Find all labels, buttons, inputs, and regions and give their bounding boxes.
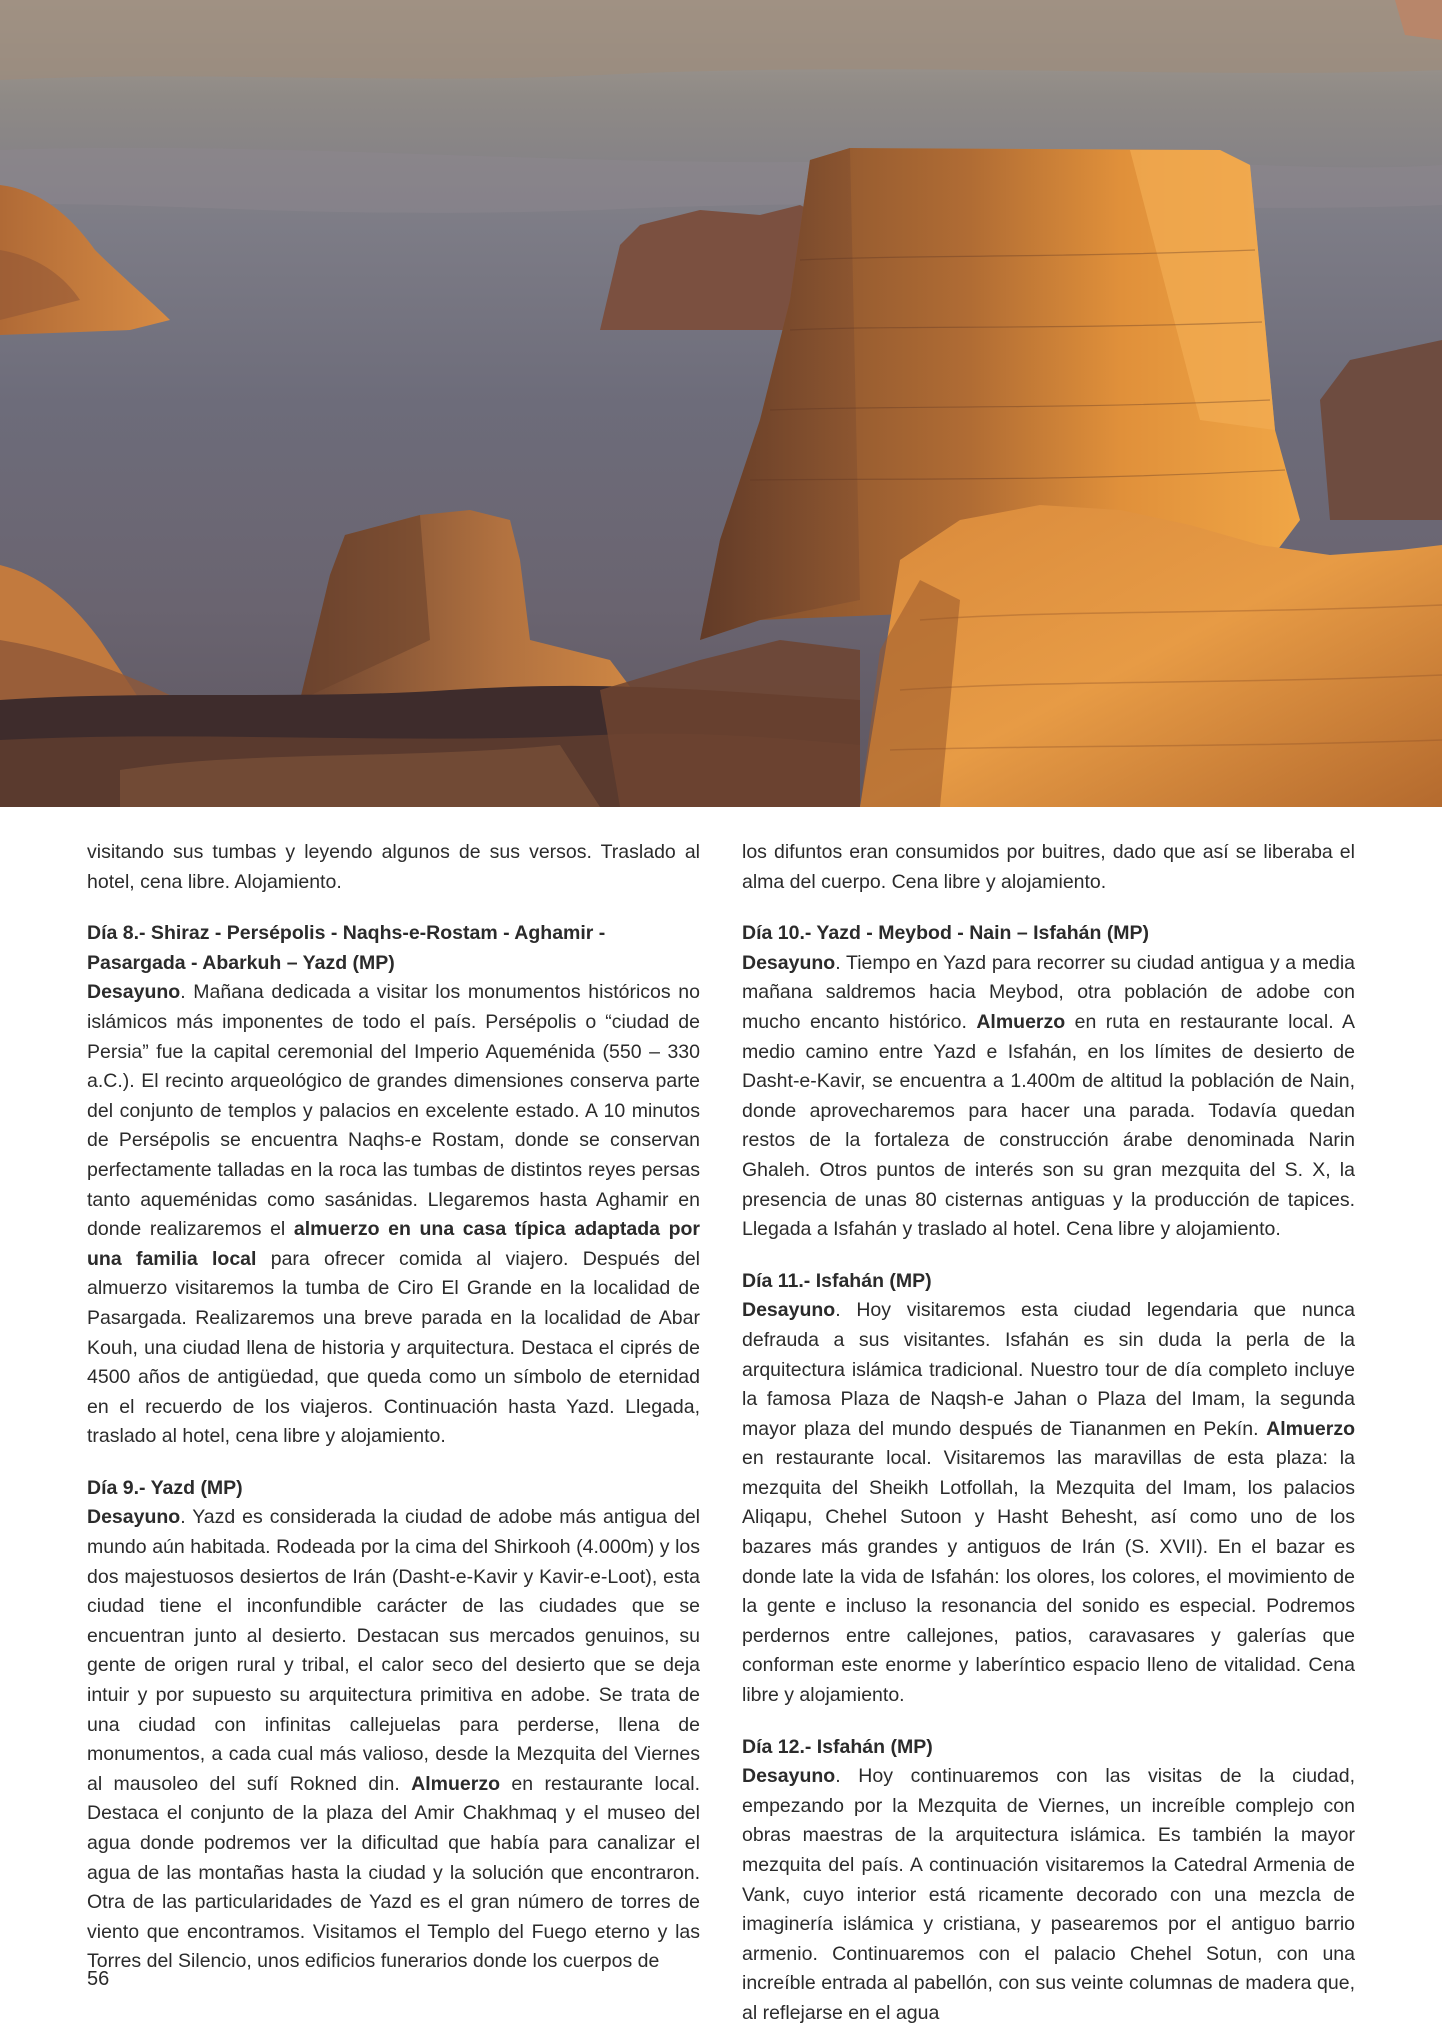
day-9-title: Día 9.- Yazd (MP) <box>87 1476 243 1499</box>
day-10-text-1: . Tiempo en Yazd para recorrer su ciudad antigua y a media mañana saldremos hacia Meybod, otra población de adobe con mucho encanto histórico. <box>742 951 1355 1033</box>
breakfast-label: Desayuno <box>742 1299 836 1322</box>
day-8-highlight: almuerzo en una casa típica adaptada por una familia local <box>87 1218 700 1270</box>
desert-landscape-illustration <box>0 0 1442 807</box>
day-8-text-1: . Mañana dedicada a visitar los monumentos históricos no islámicos más imponentes de todo el país. Persépolis o “ciudad de Persia” fue la capital ceremonial del Imperio Aqueménida (550 – 330 a.C.). El recinto arqueológico de grandes dimensiones conserva parte del conjunto de templos y palacios en excelente estado. A 10 minutos de Persépolis se encuentra Naqhs-e Rostam, donde se conservan perfectamente talladas en la roca las tumbas de distintos reyes persas tanto aqueménidas como sasánidas. Llegaremos hasta Aghamir en donde realizaremos el <box>87 981 700 1241</box>
desert-kaluts-photo <box>0 0 1442 807</box>
day-8-title: Día 8.- Shiraz - Persépolis - Naqhs-e-Rostam - Aghamir - Pasargada - Abarkuh – Yazd (MP) <box>87 922 606 974</box>
page-number: 56 <box>87 1968 110 1990</box>
day-12-text-1: . Hoy continuaremos con las visitas de la ciudad, empezando por la Mezquita de Viernes, un increíble complejo con obras maestras de la arquitectura islámica. Es también la mayor mezquita del país. A continuación visitaremos la Catedral Armenia de Vank, cuyo interior está ricamente decorado con una mezcla de imaginería islámica y cristiana, y pasearemos por el antiguo barrio armenio. Continuaremos con el palacio Chehel Sotun, con una increíble entrada al pabellón, con sus veinte columnas de madera que, al reflejarse en el agua <box>742 1765 1355 2024</box>
day-11-title: Día 11.- Isfahán (MP) <box>742 1269 932 1292</box>
left-column <box>87 838 700 1977</box>
day-11-text-2: en restaurante local. Visitaremos las maravillas de esta plaza: la mezquita del Sheikh Lotfollah, la Mezquita del Imam, los palacios Aliqapu, Chehel Sutoon y Hasht Behesht, así como uno de los bazares más grandes y antiguos de Irán (S. XVII). En el bazar es donde late la vida de Isfahán: los olores, los colores, el movimiento de la gente e incluso la resonancia del sonido es especial. Podremos perdernos entre callejones, patios, caravasares y galerías que conforman este enorme y laberíntico espacio lleno de vitalidad. Cena libre y alojamiento. <box>742 1447 1355 1707</box>
day-11-body <box>742 1296 1355 1710</box>
day-10-text-2: en ruta en restaurante local. A medio camino entre Yazd e Isfahán, en los límites de desierto de Dasht-e-Kavir, se encuentra a 1.400m de altitud la población de Nain, donde aprovecharemos para hacer una parada. Todavía quedan restos de la fortaleza de construcción árabe denominada Narin Ghaleh. Otros puntos de interés son su gran mezquita del S. X, la presencia de unas 80 cisternas antiguas y la producción de tapices. Llegada a Isfahán y traslado al hotel. Cena libre y alojamiento. <box>742 1010 1355 1241</box>
day-9-text-1: . Yazd es considerada la ciudad de adobe más antigua del mundo aún habitada. Rodeada por la cima del Shirkooh (4.000m) y los dos majestuosos desiertos de Irán (Dasht-e-Kavir y Kavir-e-Loot), esta ciudad tiene el inconfundible carácter de las ciudades que se encuentran junto al desierto. Destacan sus mercados genuinos, su gente de origen rural y tribal, el calor seco del desierto que se deja intuir y por supuesto su arquitectura primitiva en adobe. Se trata de una ciudad con infinitas callejuelas para perderse, llena de monumentos, a cada cual más valioso, desde la Mezquita del Viernes al mausoleo del sufí Rokned din. <box>87 1506 700 1795</box>
day-9-body <box>87 1503 700 1977</box>
day-10-title: Día 10.- Yazd - Meybod - Nain – Isfahán (MP) <box>742 922 1150 945</box>
day-8-body <box>87 978 700 1452</box>
breakfast-label: Desayuno <box>87 981 181 1004</box>
day-12-body <box>742 1762 1355 2028</box>
breakfast-label: Desayuno <box>87 1506 181 1529</box>
day-8-text-2: para ofrecer comida al viajero. Después del almuerzo visitaremos la tumba de Ciro El Grande en la localidad de Pasargada. Realizaremos una breve parada en la localidad de Abar Kouh, una ciudad llena de historia y arquitectura. Destaca el ciprés de 4500 años de antigüedad, que queda como un símbolo de eternidad en el recuerdo de los viajeros. Continuación hasta Yazd. Llegada, traslado al hotel, cena libre y alojamiento. <box>87 1247 701 1448</box>
intro-paragraph: visitando sus tumbas y leyendo algunos de sus versos. Traslado al hotel, cena libre. Alojamiento. <box>87 841 700 893</box>
right-column <box>742 838 1355 2029</box>
breakfast-label: Desayuno <box>742 1765 836 1788</box>
lunch-label: Almuerzo <box>411 1772 500 1795</box>
day-10-body <box>742 949 1355 1245</box>
lunch-label: Almuerzo <box>976 1010 1066 1033</box>
day-9-text-2: en restaurante local. Destaca el conjunto de la plaza del Amir Chakhmaq y el museo del agua donde podremos ver la dificultad que había para canalizar el agua de las montañas hasta la ciudad y la solución que encontraron. Otra de las particularidades de Yazd es el gran número de torres de viento que encontramos. Visitamos el Templo del Fuego eterno y las Torres del Silencio, unos edificios funerarios donde los cuerpos de <box>87 1772 701 1973</box>
lunch-label: Almuerzo <box>1266 1417 1355 1440</box>
day-11-text-1: . Hoy visitaremos esta ciudad legendaria que nunca defrauda a sus visitantes. Isfahán es sin duda la perla de la arquitectura islámica tradicional. Nuestro tour de día completo incluye la famosa Plaza de Naqsh-e Jahan o Plaza del Imam, la segunda mayor plaza del mundo después de Tiananmen en Pekín. <box>742 1299 1355 1440</box>
day-12-title: Día 12.- Isfahán (MP) <box>742 1735 933 1758</box>
breakfast-label: Desayuno <box>742 951 836 974</box>
intro-paragraph: los difuntos eran consumidos por buitres, dado que así se liberaba el alma del cuerpo. Cena libre y alojamiento. <box>742 841 1355 893</box>
